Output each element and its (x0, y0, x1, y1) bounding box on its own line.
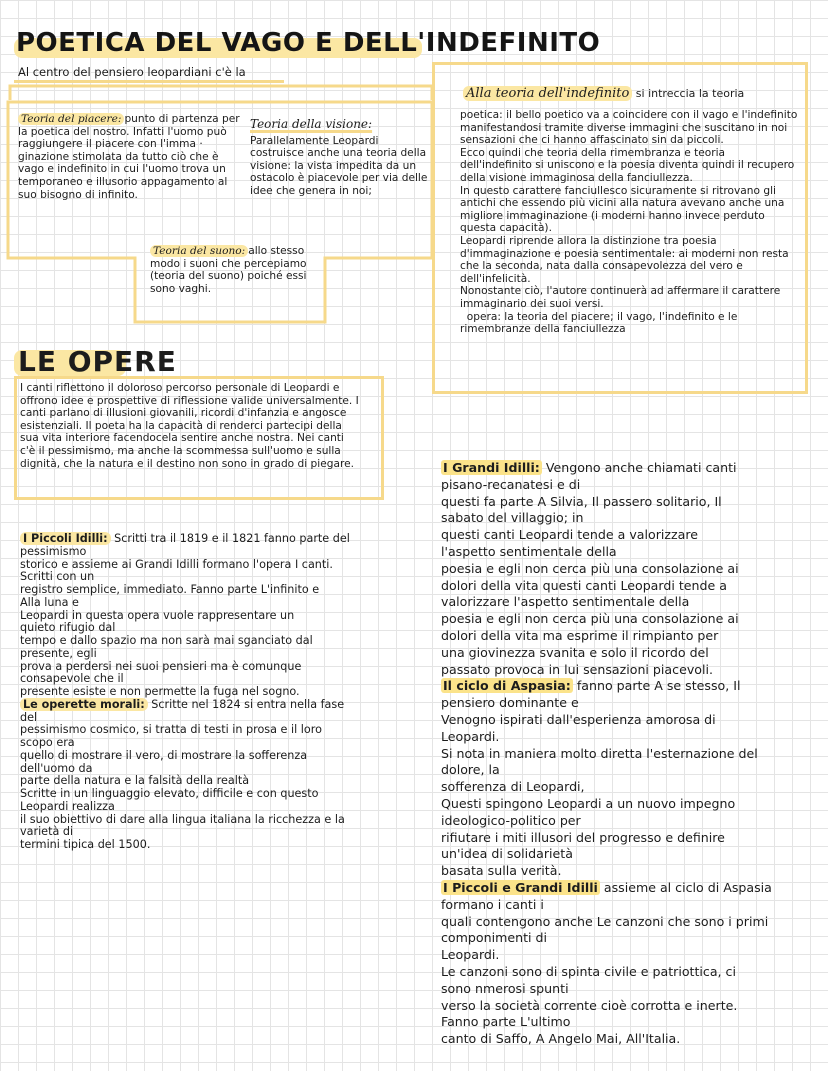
line: questi canti Leopardi tende a valorizzare (441, 527, 698, 543)
line: Alla luna e (20, 595, 79, 609)
line: dolori della vita questi canti Leopardi tende a (441, 577, 727, 593)
line: poesia e egli non cerca più una consolazione ai (441, 611, 739, 627)
line: questi fa parte A Silvia, Il passero solitario, Il (441, 493, 722, 509)
line: verso la società corrente cioè corrotta e inerte. (441, 997, 738, 1013)
line: termini tipica del 1500. (20, 838, 151, 851)
line: formano i canti i (441, 896, 544, 912)
piccoli-heading: I Piccoli Idilli: (20, 532, 111, 545)
line: Leopardi. (441, 728, 500, 744)
line: prova a perdersi nei suoi pensieri ma è comunque (20, 659, 302, 673)
grandi-heading: I Grandi Idilli: (443, 460, 540, 475)
aspasia-heading: Il ciclo di Aspasia: (443, 678, 571, 694)
line: Fanno parte L'ultimo (441, 1014, 571, 1030)
line: Scritte nel 1824 si entra nella fase (151, 697, 345, 711)
line: un'idea di solidarietà (441, 846, 573, 862)
line: dolori della vita ma esprime il rimpianto per (441, 627, 719, 643)
line: tempo e dallo spazio ma non sarà mai sganciato dal (20, 634, 313, 647)
line: poesia e egli non cerca più una consolazione ai (441, 560, 739, 576)
piccoli-section (20, 533, 380, 699)
line: passato provoca in lui sensazioni piacevoli. (441, 661, 713, 677)
visione-heading: Teoria della visione: (250, 117, 373, 131)
canzoni-heading: I Piccoli e Grandi Idilli (443, 879, 598, 895)
line: valorizzare l'aspetto sentimentale della (441, 594, 690, 610)
piacere-heading: Teoria del piacere: (18, 113, 124, 125)
line: ideologico-politico per (441, 812, 581, 828)
line: Si nota in maniera molto diretta l'esternazione del (441, 745, 758, 761)
visione-block (250, 118, 430, 198)
suono-heading: Teoria del suono: (150, 245, 248, 257)
line: Scritte in un linguaggio elevato, difficile e con questo (20, 787, 319, 800)
line: varietà di (20, 825, 74, 839)
line: basata sulla verità. (441, 863, 562, 879)
line: Questi spingono Leopardi a un nuovo impegno (441, 795, 736, 811)
line: Leopardi in questa opera vuole rappresentare un (20, 608, 295, 622)
visione-text: Parallelamente Leopardi costruisce anche una teoria della visione: la vista impedita da un ostacolo è piacevole per via delle idee che genera in noi; (250, 134, 428, 197)
indefinito-paragraph: In questo carattere fanciullesco sicuramente si ritrovano gli antichi che essendo più vicini alla natura avevano anche una migliore immaginazione (i moderni hanno invece perduto questa capacità). (460, 184, 785, 235)
line: l'aspetto sentimentale della (441, 543, 617, 559)
line: storico e assieme ai Grandi Idilli formano l'opera I canti. (20, 557, 333, 571)
line: Leopardi. (441, 947, 500, 963)
line: quieto rifugio dal (20, 621, 116, 635)
line: quello di mostrare il vero, di mostrare la sofferenza (20, 748, 308, 762)
line: Scritti con un (20, 570, 95, 584)
line: una giovinezza svanita e solo il ricordo del (441, 644, 709, 660)
indefinito-paragraph: Ecco quindi che teoria della rimembranza e teoria dell'indefinito si uniscono e la poesia diventa quindi il recupero della visione immaginosa della fanciullezza. (460, 146, 795, 184)
page-title: POETICA DEL VAGO E DELL'INDEFINITO (16, 28, 601, 58)
line: dell'uomo da (20, 761, 93, 775)
line: assieme al ciclo di Aspasia (603, 879, 772, 895)
left-column (20, 533, 380, 852)
line: componimenti di (441, 930, 548, 946)
line: scopo era (20, 736, 75, 749)
right-column (441, 460, 813, 1048)
line: il suo obiettivo di dare alla lingua italiana la ricchezza e la (20, 812, 345, 826)
line: del (20, 710, 38, 724)
canzoni-section (441, 880, 813, 1048)
line: consapevole che il (20, 672, 124, 686)
indefinito-paragraph: Nonostante ciò, l'autore continuerà ad affermare il carattere immaginario dei suoi versi. (460, 285, 781, 310)
line: sofferenza di Leopardi, (441, 779, 585, 795)
line: quali contengono anche Le canzoni che sono i primi (441, 913, 769, 929)
indefinito-text (460, 109, 800, 336)
line: pessimismo cosmico, si tratta di testi in prosa e il loro (20, 723, 322, 737)
opere-heading: LE OPERE (18, 345, 177, 378)
subtitle-underline (14, 80, 284, 83)
line: sabato del villaggio; in (441, 510, 584, 526)
line: Le canzoni sono di spinta civile e patriottica, ci (441, 963, 736, 979)
piacere-block (18, 113, 240, 201)
line: registro semplice, immediato. Fanno parte L'infinito e (20, 583, 320, 596)
indefinito-paragraph: poetica: il bello poetico va a coincidere con il vago e l'indefinito manifestandosi tramite diverse immagini che suscitano in noi sensazioni che ci hanno affascinato sin da piccoli. (460, 109, 798, 147)
indefinito-heading: Alla teoria dell'indefinito (463, 86, 632, 101)
line: Scritti tra il 1819 e il 1821 fanno parte del (114, 532, 350, 545)
line: pensiero dominante e (441, 695, 579, 711)
aspasia-section (441, 678, 813, 880)
line: pessimismo (20, 544, 87, 558)
line: Vengono anche chiamati canti (545, 460, 737, 475)
suono-block (150, 245, 315, 295)
subtitle: Al centro del pensiero leopardiani c'è la (18, 65, 246, 79)
indefinito-paragraph: Leopardi riprende allora la distinzione tra poesia d'immaginazione e poesia sentimentale: ai moderni non resta che la seconda, nata dalla consapevolezza del vero e dell'infelicità. (460, 234, 789, 285)
operette-heading: Le operette morali: (20, 698, 148, 711)
indefinito-heading-line (463, 86, 744, 101)
line: pisano-recanatesi e di (441, 476, 581, 492)
piacere-text: punto di partenza per la poetica del nostro. Infatti l'uomo può raggiungere il piacere con l'imma · ginazione stimolata da tutto ciò che è vago e indefinito in cui l'uomo trova un temporaneo e illusorio appagamento al suo bisogno di infinito. (18, 113, 240, 201)
line: Venogno ispirati dall'esperienza amorosa di (441, 711, 716, 727)
line: rifiutare i miti illusori del progresso e definire (441, 829, 725, 845)
line: Leopardi realizza (20, 799, 115, 813)
line: dolore, la (441, 762, 500, 778)
line: canto di Saffo, A Angelo Mai, All'Italia. (441, 1031, 681, 1047)
grandi-section (441, 460, 813, 678)
suono-text: allo stesso modo i suoni che percepiamo (teoria del suono) poiché essi sono vaghi. (150, 245, 307, 295)
indefinito-heading-rest: si intreccia la teoria (635, 87, 745, 100)
opere-text: I canti riflettono il doloroso percorso personale di Leopardi e offrono idee e prospettive di riflessione valide universalmente. I canti parlano di illusioni giovanili, ricordi d'infanzia e angosce esistenziali. Il poeta ha la capacità di renderci partecipi della sua vita interiore facendocela sentire anche nostra. Nei canti c'è il pessimismo, ma anche la scommessa sull'uomo e sulla dignità, che la natura e il destino non sono in grado di piegare. (20, 382, 359, 470)
line: presente esiste e non permette la fuga nel sogno. (20, 685, 300, 698)
operette-section (20, 699, 380, 852)
indefinito-paragraph: opera: la teoria del piacere; il vago, l'indefinito e le rimembranze della fanciullezza (460, 310, 741, 336)
line: parte della natura e la falsità della realtà (20, 774, 250, 788)
line: sono nmerosi spunti (441, 980, 569, 996)
line: presente, egli (20, 646, 97, 660)
line: fanno parte A se stesso, Il (576, 678, 741, 694)
